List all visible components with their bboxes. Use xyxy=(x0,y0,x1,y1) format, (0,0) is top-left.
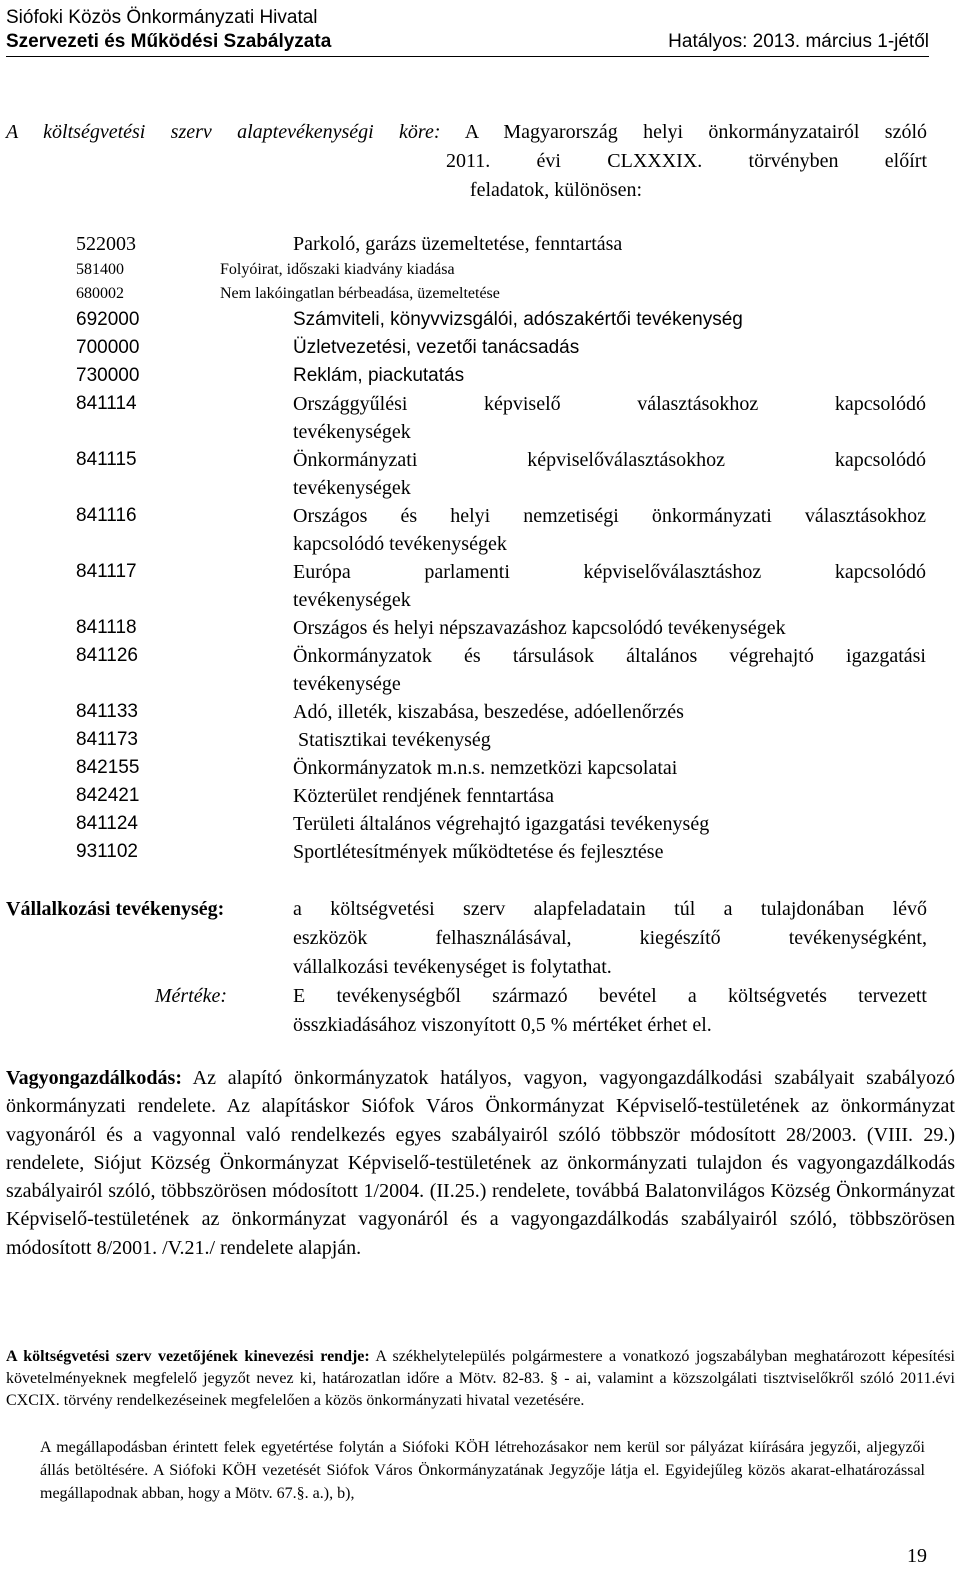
activity-text-line2: tevékenysége xyxy=(293,673,401,695)
kinevezesi-rend-paragraph xyxy=(6,1346,955,1412)
activity-text-line1: Európa parlamenti képviselőválasztáshoz kapcsolódó xyxy=(293,561,926,583)
header-doc-title: Szervezeti és Működési Szabályzata xyxy=(6,31,332,52)
activity-text-line2: tevékenységek xyxy=(293,421,411,443)
intro-line-1 xyxy=(6,118,927,147)
activity-text: Parkoló, garázs üzemeltetése, fenntartása xyxy=(293,233,623,255)
activity-text: Számviteli, könyvvizsgálói, adószakértői tevékenység xyxy=(293,309,743,330)
header-org: Siófoki Közös Önkormányzati Hivatal xyxy=(6,7,318,28)
merteke-label xyxy=(6,982,293,1040)
activity-row xyxy=(76,810,926,838)
activity-text xyxy=(293,558,926,614)
activity-row xyxy=(76,754,926,782)
vagyongazdalkodas-label: Vagyongazdálkodás: xyxy=(6,1067,182,1089)
activity-code: 841173 xyxy=(76,729,138,750)
activity-row xyxy=(76,362,926,390)
merteke-row xyxy=(6,982,927,1040)
activity-row xyxy=(76,838,926,866)
activity-code: 730000 xyxy=(76,365,140,386)
activity-row xyxy=(76,642,926,698)
activity-row xyxy=(76,334,926,362)
activity-text: Sportlétesítmények működtetése és fejlesztése xyxy=(293,841,664,863)
vallalkozasi-line-2: eszközök felhasználásával, kiegészítő tevékenységként, xyxy=(293,927,927,949)
merteke-line-2: összkiadásához viszonyított 0,5 % mértéket érhet el. xyxy=(293,1014,712,1036)
activity-text: Területi általános végrehajtó igazgatási tevékenység xyxy=(293,813,710,835)
activity-text: Reklám, piackutatás xyxy=(293,365,465,386)
activity-code: 842421 xyxy=(76,785,140,806)
activity-row xyxy=(76,698,926,726)
vallalkozasi-label: Vállalkozási tevékenység: xyxy=(6,898,225,920)
vallalkozasi-text xyxy=(293,895,927,982)
header-valid-date: Hatályos: 2013. március 1-jétől xyxy=(668,31,929,52)
activity-row xyxy=(76,258,926,282)
vallalkozasi-row xyxy=(6,895,927,982)
merteke-line-1: E tevékenységből származó bevétel a költségvetés tervezett xyxy=(293,985,927,1007)
intro-line-2: 2011. évi CLXXXIX. törvényben előírt xyxy=(446,150,927,172)
activity-code: 522003 xyxy=(76,233,136,255)
kinevezesi-rend-text: A székhelytelepülés polgármestere a vonatkozó jogszabályban meghatározott képesítési követelményeknek megfelelő jegyzőt nevez ki, határozatlan időre a Mötv. 82-83. § - ai, valamint a közszolgálati tisztviselőkről szóló 2011.évi CXCIX. törvény rendelkezéseinek megfelelően a közös önkormányzati hivatal vezetésére. xyxy=(6,1348,955,1409)
activity-code: 581400 xyxy=(76,261,124,278)
activity-text: Adó, illeték, kiszabása, beszedése, adóellenőrzés xyxy=(293,701,684,723)
activity-text: Országos és helyi népszavazáshoz kapcsolódó tevékenységek xyxy=(293,617,786,639)
activity-text-line1: Önkormányzati képviselőválasztásokhoz kapcsolódó xyxy=(293,449,926,471)
activity-row xyxy=(76,782,926,810)
activity-code: 700000 xyxy=(76,337,140,358)
merteke-text xyxy=(293,982,927,1040)
activity-list xyxy=(76,230,926,866)
activity-row xyxy=(76,446,926,502)
intro-section xyxy=(6,118,927,205)
megallapodas-paragraph: A megállapodásban érintett felek egyetértése folytán a Siófoki KÖH létrehozásakor nem kerül sor pályázat kiírására jegyzői, aljegyzői állás betöltésére. A Siófoki KÖH vezetését Siófok Város Önkormányzatának Jegyzője látja el. Egyidejűleg közös akarat-elhatározással megállapodnak abban, hogy a Mötv. 67.§. a.), b), xyxy=(40,1439,925,1502)
merteke-label-text: Mértéke: xyxy=(154,985,227,1007)
activity-text-line2: kapcsolódó tevékenységek xyxy=(293,533,507,555)
activity-text: Folyóirat, időszaki kiadvány kiadása xyxy=(220,261,455,278)
intro-line1-rest: A Magyarország helyi önkormányzatairól szóló xyxy=(464,121,928,143)
kinevezesi-rend-label: A költségvetési szerv vezetőjének kinevezési rendje: xyxy=(6,1348,370,1365)
activity-row xyxy=(76,390,926,446)
intro-label: A költségvetési szerv alaptevékenységi köre: xyxy=(6,121,441,143)
activity-text-line2: tevékenységek xyxy=(293,477,411,499)
vallalkozasi-section xyxy=(6,895,927,1040)
activity-code: 841124 xyxy=(76,813,138,834)
activity-text: Statisztikai tevékenység xyxy=(293,729,491,751)
activity-text: Nem lakóingatlan bérbeadása, üzemeltetése xyxy=(220,285,500,302)
activity-code: 841118 xyxy=(76,617,137,638)
activity-code: 841126 xyxy=(76,645,138,666)
activity-text: Üzletvezetési, vezetői tanácsadás xyxy=(293,337,580,358)
activity-code: 841115 xyxy=(76,449,137,470)
activity-row xyxy=(76,614,926,642)
activity-row xyxy=(76,230,926,258)
vallalkozasi-line-1: a költségvetési szerv alapfeladatain túl a tulajdonában lévő xyxy=(293,898,927,920)
header-rule xyxy=(6,56,929,57)
activity-row xyxy=(76,726,926,754)
page-number: 19 xyxy=(907,1545,927,1567)
activity-text-line1: Önkormányzatok és társulások általános végrehajtó igazgatási xyxy=(293,645,926,667)
activity-text-line1: Országos és helyi nemzetiségi önkormányzati választásokhoz xyxy=(293,505,926,527)
activity-text xyxy=(293,642,926,698)
activity-code: 841133 xyxy=(76,701,138,722)
activity-text: Közterület rendjének fenntartása xyxy=(293,785,554,807)
activity-code: 842155 xyxy=(76,757,140,778)
activity-row xyxy=(76,282,926,306)
vallalkozasi-line-3: vállalkozási tevékenységet is folytathat. xyxy=(293,956,612,978)
activity-code: 680002 xyxy=(76,285,124,302)
activity-code: 841117 xyxy=(76,561,137,582)
activity-code: 931102 xyxy=(76,841,138,862)
activity-text xyxy=(293,390,926,446)
intro-line-3: feladatok, különösen: xyxy=(469,179,643,201)
activity-code: 841114 xyxy=(76,393,137,414)
activity-row xyxy=(76,306,926,334)
header-doc-row xyxy=(6,30,929,53)
activity-text xyxy=(293,502,926,558)
activity-text: Önkormányzatok m.n.s. nemzetközi kapcsolatai xyxy=(293,757,678,779)
activity-text-line2: tevékenységek xyxy=(293,589,411,611)
activity-text xyxy=(293,446,926,502)
activity-row xyxy=(76,558,926,614)
vagyongazdalkodas-paragraph xyxy=(6,1064,955,1262)
activity-text-line1: Országgyűlési képviselő választásokhoz kapcsolódó xyxy=(293,393,926,415)
activity-code: 841116 xyxy=(76,505,137,526)
vagyongazdalkodas-text: Az alapító önkormányzatok hatályos, vagyon, vagyongazdálkodási szabályait szabályozó önkormányzati rendelete. Az alapításkor Siófok Város Önkormányzat Képviselő-testületének az önkormányzat vagyonáról és a vagyonnal való rendelkezés egyes szabályairól szóló többször módosított 28/2003. (VIII. 29.) rendelete, Siójut Község Önkormányzat Képviselő-testületének az önkormányzati tulajdon és vagyongazdálkodás szabályairól szóló, többszörösen módosított 1/2004. (II.25.) rendelete, továbbá Balatonvilágos Község Önkormányzat Képviselő-testületének az önkormányzat vagyonáról és a vagyongazdálkodás szabályairól szóló, többszörösen módosított 8/2001. /V.21./ rendelete alapján. xyxy=(6,1067,955,1259)
activity-code: 692000 xyxy=(76,309,140,330)
activity-row xyxy=(76,502,926,558)
